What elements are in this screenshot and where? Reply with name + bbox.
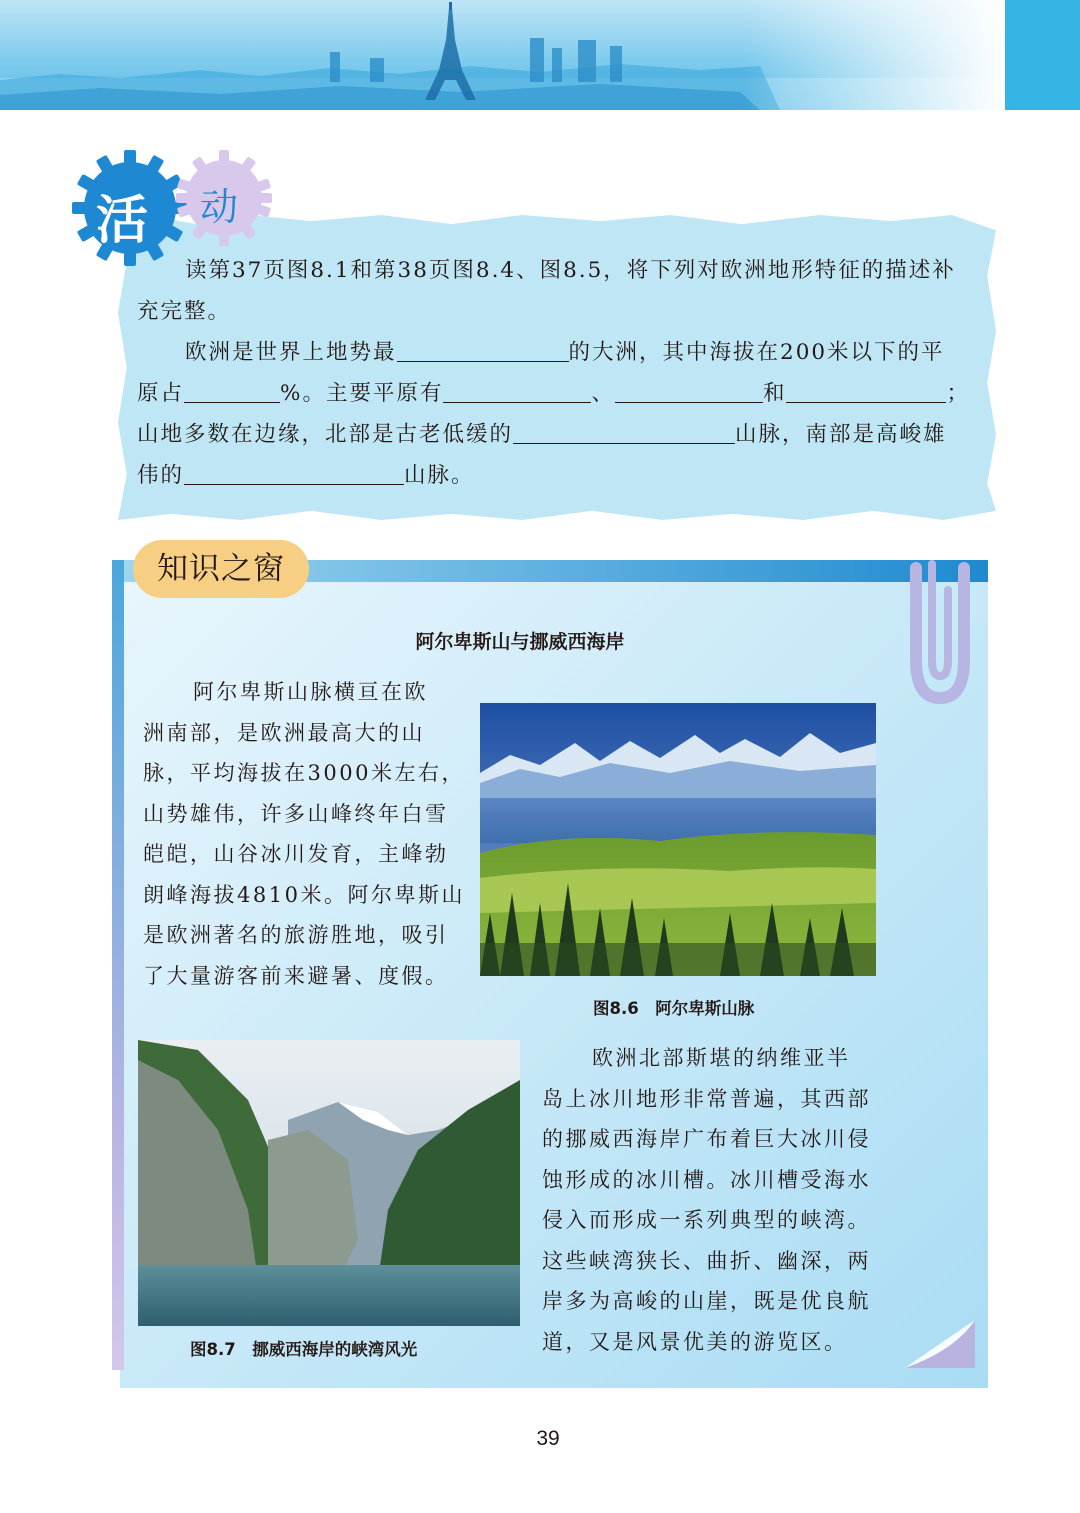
figure-8-6-caption: 图8.6 阿尔卑斯山脉: [593, 999, 755, 1018]
blank-plain-1[interactable]: [443, 378, 591, 403]
fjord-photo: [138, 1040, 520, 1326]
blank-south-mountains[interactable]: [184, 460, 404, 485]
alps-line-2: 洲南部，是欧洲最高大的山: [143, 720, 425, 745]
knowledge-title: 阿尔卑斯山与挪威西海岸: [415, 631, 625, 653]
fjord-line-7: 岸多为高峻的山崖，既是优良航: [542, 1289, 871, 1313]
fjord-line-1: 欧洲北部斯堪的纳维亚半: [592, 1046, 851, 1070]
blank-plain-percent[interactable]: [184, 378, 280, 403]
alps-line-1: 阿尔卑斯山脉横亘在欧: [193, 680, 428, 704]
fjord-line-8: 道，又是风景优美的游览区。: [542, 1329, 848, 1354]
activity-badge-main: 活: [96, 191, 149, 251]
instruction-line-1: 读第37页图8.1和第38页图8.4、图8.5，将下列对欧洲地形特征的描述补: [185, 258, 956, 283]
fjord-line-2: 岛上冰川地形非常普遍，其西部: [542, 1086, 871, 1111]
alps-line-7: 是欧洲著名的旅游胜地，吸引: [143, 923, 449, 947]
blank-plain-3[interactable]: [786, 378, 946, 403]
header-banner: [0, 0, 1005, 110]
activity-instruction: [137, 250, 973, 332]
page-number: 39: [536, 1427, 560, 1450]
paper-clip-icon: [904, 560, 976, 710]
blank-plain-2[interactable]: [615, 378, 763, 403]
activity-fill-in-text: 欧洲是世界上地势最 的大洲，其中海拔在200米以下的平 原占 %。主要平原有 、 和 ； 山地多数在边缘，北部是古老低缓的 山脉，南部是高峻雄 伟的 山脉。: [137, 332, 973, 496]
alps-line-3: 脉，平均海拔在3000米左右，: [143, 761, 465, 785]
figure-8-7-caption: 图8.7 挪威西海岸的峡湾风光: [190, 1340, 418, 1359]
alps-line-4: 山势雄伟，许多山峰终年白雪: [143, 801, 449, 826]
blank-north-mountains[interactable]: [513, 419, 735, 444]
activity-badge-sub: 动: [200, 185, 239, 229]
instruction-line-2: 充完整。: [137, 299, 232, 324]
fjord-line-5: 侵入而形成一系列典型的峡湾。: [542, 1208, 871, 1232]
blank-terrain-feature[interactable]: [397, 337, 569, 362]
fjord-line-4: 蚀形成的冰川槽。冰川槽受海水: [542, 1167, 871, 1192]
header-side-block: [1005, 0, 1080, 110]
fjord-line-6: 这些峡湾狭长、曲折、幽深，两: [542, 1248, 871, 1273]
knowledge-panel-left-bar: [112, 560, 124, 1370]
alps-paragraph: [143, 672, 473, 996]
alps-line-6: 朗峰海拔4810米。阿尔卑斯山: [143, 882, 465, 907]
alps-line-8: 了大量游客前来避暑、度假。: [143, 963, 449, 988]
fjord-paragraph: [542, 1038, 902, 1362]
fjord-line-3: 的挪威西海岸广布着巨大冰川侵: [542, 1127, 871, 1151]
alps-photo: [480, 703, 876, 976]
page-curl-decoration: [905, 1320, 975, 1368]
knowledge-window-label: 知识之窗: [133, 540, 309, 598]
alps-line-5: 皑皑，山谷冰川发育，主峰勃: [143, 842, 449, 866]
